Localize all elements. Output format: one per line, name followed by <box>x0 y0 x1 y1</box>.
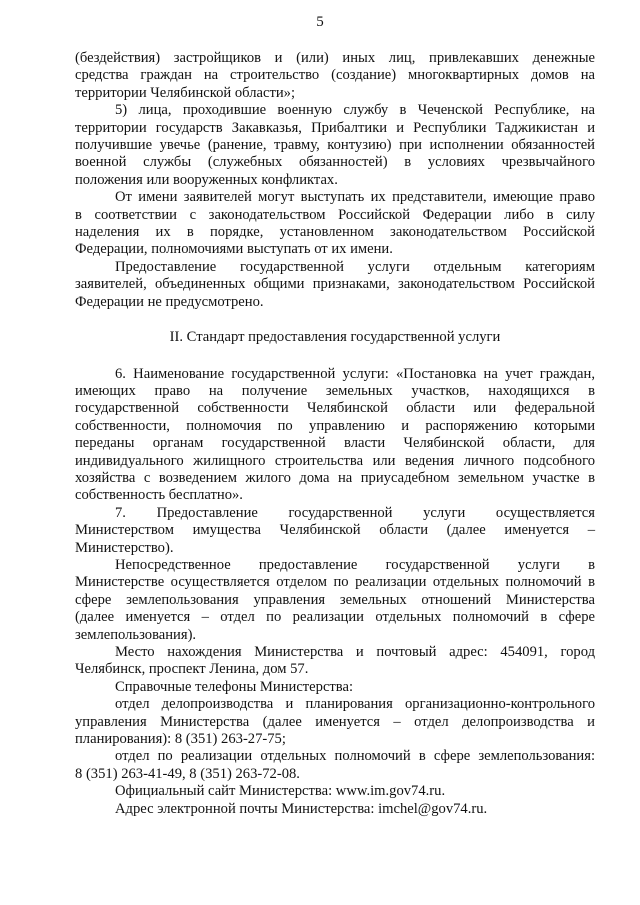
text-line: Челябинск, проспект Ленина, дом 57. <box>75 661 309 678</box>
text-line: военной службы (служебных обязанностей) в условиях чрезвычайного <box>75 154 595 171</box>
text-line: землепользования). <box>75 626 197 643</box>
text-line: отдел делопроизводства и планирования организационно-контрольного <box>115 696 595 713</box>
text-line: переданы органам государственной власти Челябинской области, для <box>75 435 595 452</box>
paragraph-email <box>75 801 595 818</box>
text-line: государственной собственности Челябинской области или федеральной <box>75 400 595 417</box>
paragraph-item-6 <box>75 366 595 505</box>
paragraph-representatives <box>75 189 595 259</box>
text-line: Справочные телефоны Министерства: <box>115 678 354 695</box>
document-body <box>75 50 595 818</box>
text-line: наделения их в порядке, установленном законодательством Российской <box>75 224 595 241</box>
text-line: Непосредственное предоставление государственной услуги в <box>115 556 595 573</box>
text-line: Министерстве осуществляется отделом по реализации отдельных полномочий в <box>75 574 595 591</box>
text-line: Предоставление государственной услуги отдельным категориям <box>115 258 595 275</box>
text-line: получившие увечье (ранение, травму, контузию) при исполнении обязанностей <box>75 137 595 154</box>
paragraph-phones-title <box>75 679 595 696</box>
text-line: территории государств Закавказья, Прибалтики и Республики Таджикистан и <box>75 119 595 136</box>
paragraph-direct-provision <box>75 557 595 644</box>
paragraph-phone-land <box>75 748 595 783</box>
page-number: 5 <box>316 14 324 30</box>
text-line: планирования): 8 (351) 263-27-75; <box>75 731 286 748</box>
website-line: Официальный сайт Министерства: www.im.gov74.ru. <box>115 783 446 800</box>
email-line: Адрес электронной почты Министерства: imchel@gov74.ru. <box>115 800 488 817</box>
section-heading: II. Стандарт предоставления государственной услуги <box>169 329 501 346</box>
text-line: От имени заявителей могут выступать их представители, имеющие право <box>115 189 595 206</box>
paragraph-continuation <box>75 50 595 102</box>
text-line: имеющих право на получение земельных участков, находящихся в <box>75 382 595 399</box>
text-line: средства граждан на строительство (создание) многоквартирных домов на <box>75 67 595 84</box>
text-line: собственности, полномочия по управлению и распоряжению которыми <box>75 417 595 434</box>
text-line: положения или вооруженных конфликтах. <box>75 171 338 188</box>
text-line: Министерством имущества Челябинской области (далее именуется – <box>75 522 595 539</box>
text-line: 8 (351) 263-41-49, 8 (351) 263-72-08. <box>75 765 300 782</box>
text-line: Место нахождения Министерства и почтовый адрес: 454091, город <box>115 644 595 660</box>
text-line: Министерство). <box>75 539 174 556</box>
text-line: территории Челябинской области»; <box>75 84 296 101</box>
text-line: индивидуального жилищного строительства или ведения личного подсобного <box>75 452 595 469</box>
text-line: собственность бесплатно». <box>75 487 243 504</box>
text-line: сфере землепользования управления земельных отношений Министерства <box>75 591 595 608</box>
text-line: хозяйства с возведением жилого дома на приусадебном земельном участке в <box>75 469 595 486</box>
text-line: (бездействия) застройщиков и (или) иных лиц, привлекавших денежные <box>75 50 595 66</box>
text-line: Федерации, полномочиями выступать от их имени. <box>75 241 393 258</box>
text-line: 6. Наименование государственной услуги: «Постановка на учет граждан, <box>115 365 595 382</box>
paragraph-address <box>75 644 595 679</box>
text-line: 7. Предоставление государственной услуги осуществляется <box>115 504 595 521</box>
paragraph-item-5 <box>75 102 595 189</box>
text-line: управления Министерства (далее именуется – отдел делопроизводства и <box>75 713 595 730</box>
text-line: (далее именуется – отдел по реализации отдельных полномочий в сфере <box>75 609 595 626</box>
text-line: Федерации не предусмотрено. <box>75 293 264 310</box>
paragraph-website <box>75 783 595 800</box>
paragraph-categories <box>75 259 595 311</box>
paragraph-phone-records <box>75 696 595 748</box>
text-line: 5) лица, проходившие военную службу в Чеченской Республике, на <box>115 102 595 119</box>
text-line: в соответствии с законодательством Российской Федерации либо в силу <box>75 206 595 223</box>
text-line: заявителей, объединенных общими признаками, законодательством Российской <box>75 276 595 293</box>
paragraph-item-7 <box>75 505 595 557</box>
text-line: отдел по реализации отдельных полномочий в сфере землепользования: <box>115 748 595 765</box>
